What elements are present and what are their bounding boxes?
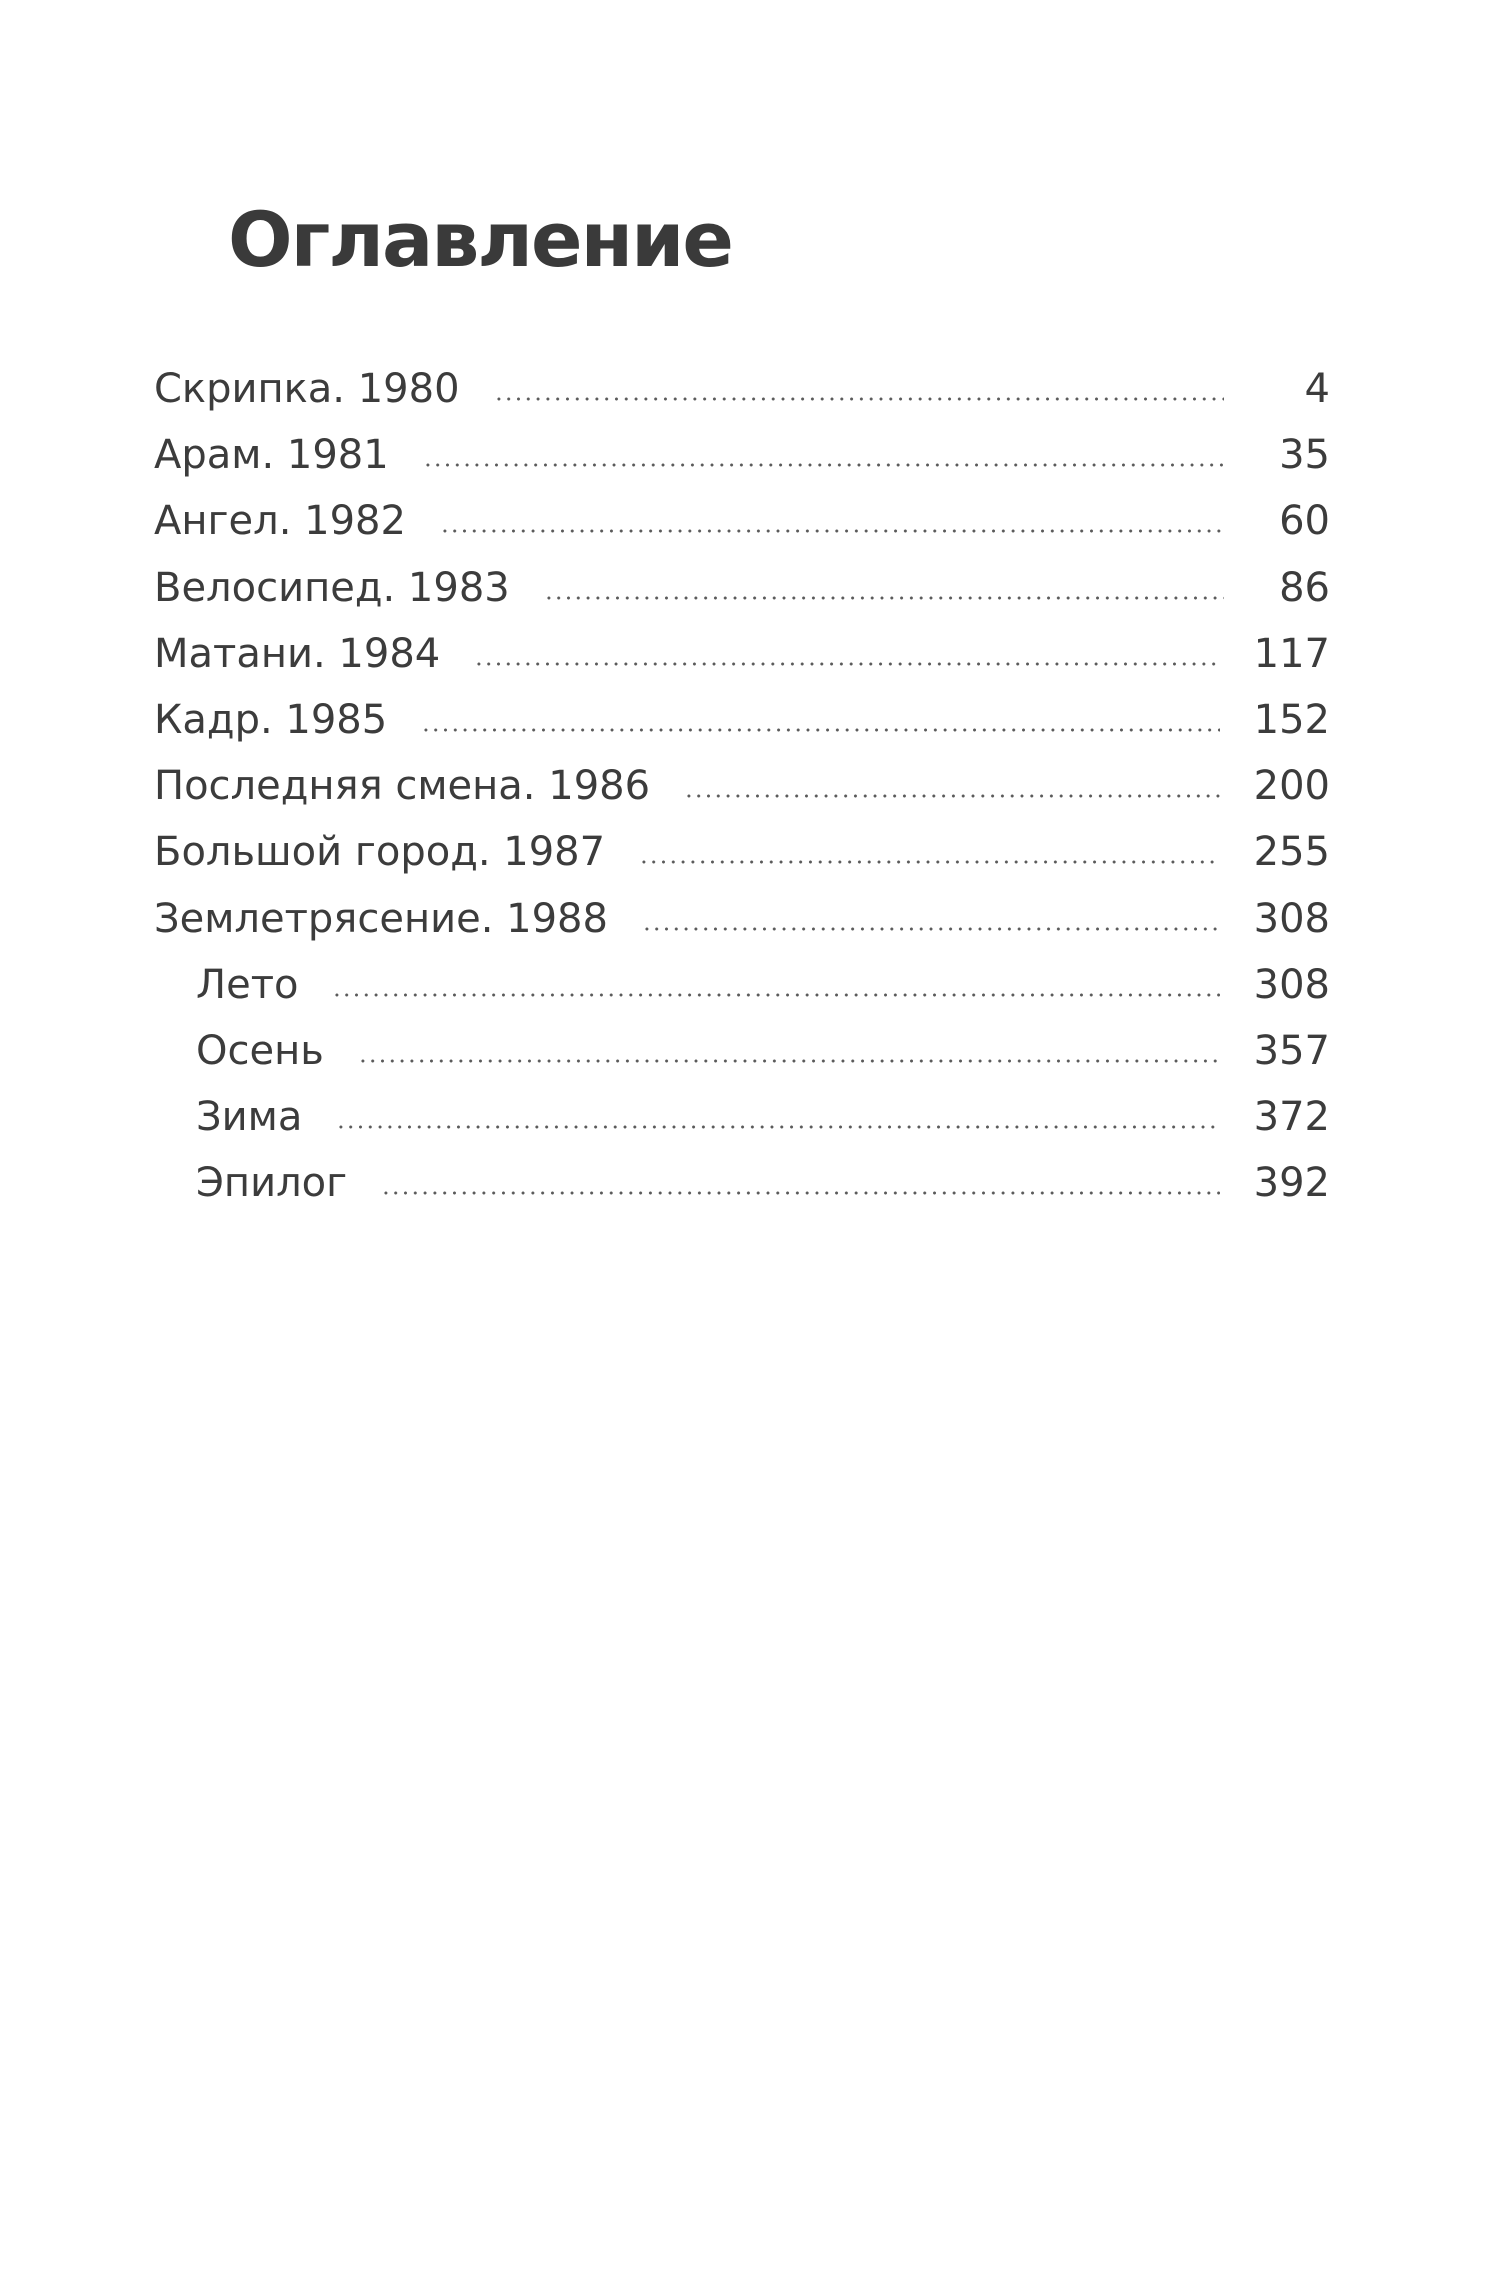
toc-entry-label: Матани. 1984	[154, 630, 441, 677]
toc-subentry	[154, 952, 1330, 1018]
toc-subentry	[154, 1084, 1330, 1150]
toc-entry-label: Эпилог	[196, 1160, 348, 1207]
dot-leader	[381, 1191, 1220, 1195]
toc-entry	[154, 621, 1330, 687]
toc-entry-label: Последняя смена. 1986	[154, 763, 651, 810]
toc-entry	[154, 753, 1330, 819]
toc-entry-page-number: 392	[1253, 1160, 1330, 1207]
toc-entry-page-number: 308	[1253, 961, 1330, 1008]
dot-leader	[494, 397, 1224, 401]
toc-entry-page-number: 357	[1253, 1027, 1330, 1074]
toc-entry	[154, 886, 1330, 952]
toc-subentry	[154, 1150, 1330, 1216]
toc-entry-label: Ангел. 1982	[154, 498, 406, 545]
toc-entry-page-number: 372	[1253, 1094, 1330, 1141]
dot-leader	[332, 993, 1219, 997]
toc-entry-page-number: 152	[1253, 696, 1330, 743]
toc-entry-label: Землетрясение. 1988	[154, 895, 608, 942]
toc-entry-page-number: 255	[1253, 829, 1330, 876]
dot-leader	[639, 860, 1220, 864]
toc-entry-page-number: 200	[1253, 763, 1330, 810]
table-of-contents	[154, 356, 1330, 1216]
toc-entry	[154, 687, 1330, 753]
dot-leader	[421, 728, 1219, 732]
dot-leader	[642, 927, 1220, 931]
toc-entry	[154, 356, 1330, 422]
dot-leader	[474, 662, 1219, 666]
toc-entry-label: Лето	[196, 961, 299, 1008]
toc-entry-label: Зима	[196, 1094, 303, 1141]
dot-leader	[544, 596, 1224, 600]
toc-entry	[154, 555, 1330, 621]
toc-entry-label: Осень	[196, 1027, 324, 1074]
toc-entry-label: Большой город. 1987	[154, 829, 606, 876]
dot-leader	[423, 463, 1224, 467]
toc-entry-page-number: 60	[1279, 498, 1330, 545]
dot-leader	[684, 794, 1220, 798]
toc-entry-page-number: 117	[1253, 630, 1330, 677]
toc-entry-page-number: 86	[1279, 564, 1330, 611]
dot-leader	[336, 1125, 1219, 1129]
toc-entry-label: Велосипед. 1983	[154, 564, 510, 611]
toc-entry-label: Скрипка. 1980	[154, 366, 460, 412]
toc-entry-page-number: 35	[1279, 432, 1330, 479]
toc-entry	[154, 819, 1330, 885]
toc-entry-label: Кадр. 1985	[154, 696, 388, 743]
toc-entry-label: Арам. 1981	[154, 432, 389, 479]
dot-leader	[358, 1059, 1220, 1063]
toc-entry-page-number: 308	[1253, 895, 1330, 942]
toc-entry	[154, 422, 1330, 488]
page-title: Оглавление	[228, 195, 732, 284]
toc-entry	[154, 488, 1330, 554]
toc-entry-page-number: 4	[1304, 366, 1330, 412]
toc-subentry	[154, 1018, 1330, 1084]
dot-leader	[440, 529, 1224, 533]
